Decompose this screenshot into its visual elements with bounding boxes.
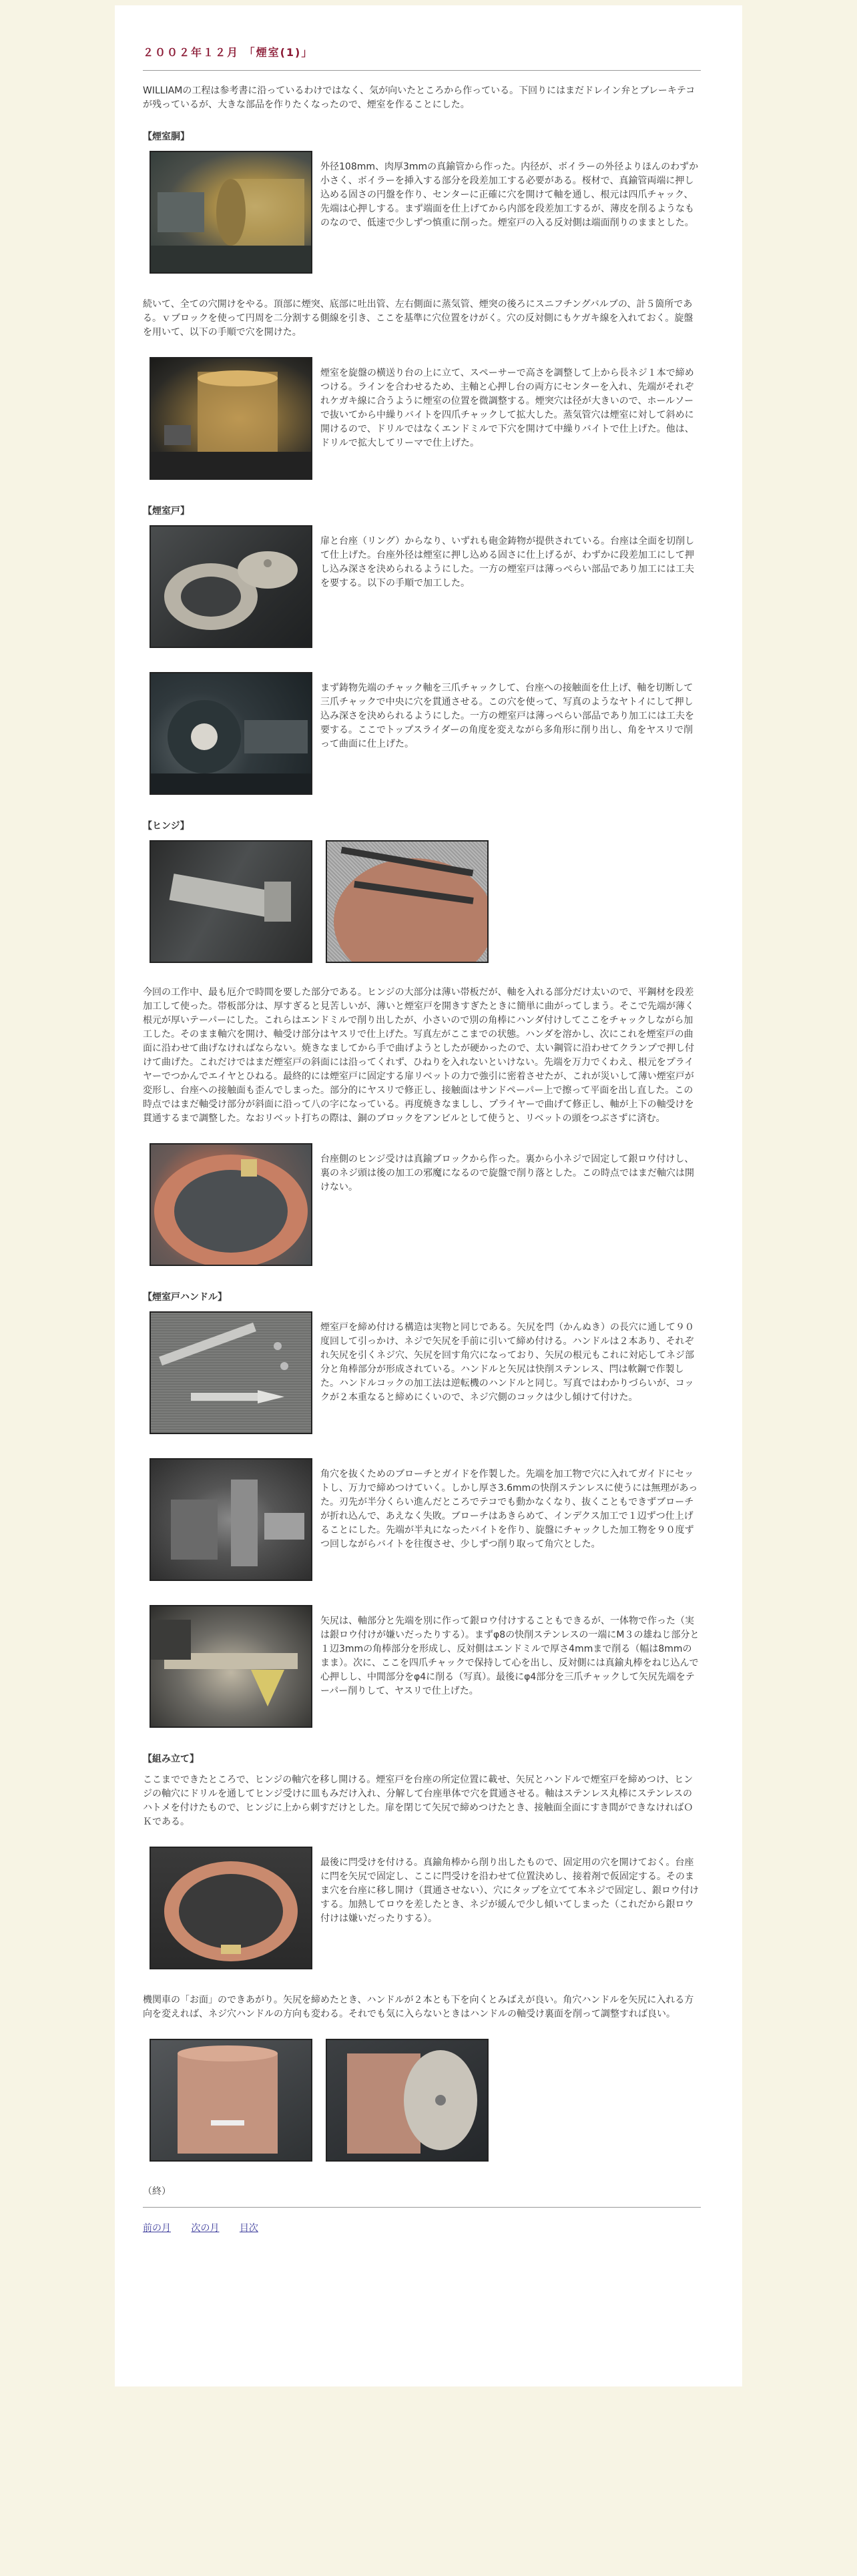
- photo-pair: [150, 840, 701, 963]
- photo-illustration: [151, 2040, 311, 2160]
- photo-row: [150, 672, 701, 795]
- photo-door-castings: [150, 525, 312, 648]
- photo-broach-guide: [150, 1458, 312, 1581]
- photo-caption: 煙室戸を締め付ける構造は実物と同じである。矢尻を閂（かんぬき）の長穴に通して９０度回して引っかけ、ネジで矢尻を手前に引いて締め付ける。ハンドルは２本あり、それぞれ矢尻を引くネジ穴、矢尻を回す角穴になっており、矢尻の根元もこれに対応してネジ部分と角棒部分が形成されている。ハンドルと矢尻は快削ステンレス、閂は軟鋼で作製した。ハンドルコックの加工法は逆転機のハンドルと同じ。写真ではわかりづらいが、コックが２本重なると締めにくいので、ネジ穴側のコックは少し傾けて付けた。: [320, 1322, 694, 1403]
- article-page: [115, 5, 742, 2386]
- photo-caption: 扉と台座（リング）からなり、いずれも砲金鋳物が提供されている。台座は全面を切削して仕上げた。台座外径は煙室に押し込める固さに仕上げるが、わずかに段差加工にして押し込み深さを決められるようにした。一方の煙室戸は薄っぺらい部品であり加工には工夫を要する。以下の手順で加工した。: [320, 536, 695, 589]
- photo-illustration: [151, 1313, 311, 1433]
- photo-finished-closed: [150, 2039, 312, 2162]
- photo-row: [150, 1311, 701, 1434]
- photo-illustration: [151, 1145, 311, 1265]
- section-heading-assembly: 【組み立て】: [143, 1754, 199, 1764]
- photo-caption: まず鋳物先端のチャック軸を三爪チャックして、台座への接触面を仕上げ、軸を切断して三爪チャックで中央に穴を貫通させる。この穴を使って、写真のようなヤトイにして押し込み深さを決められるようにした。一方の煙室戸は薄っぺらい部品であり加工には工夫を要する。ここでトップスライダーの角度を変えながら多角形に削り出し、角をヤスリで削って曲面に仕上げた。: [320, 683, 694, 749]
- photo-caption: 角穴を抜くためのブローチとガイドを作製した。先端を加工物で穴に入れてガイドにセットし、万力で締めつけていく。しかし厚さ3.6mmの快削ステンレスに使うには無理があった。刃先が半分くらい進んだところでテコでも動かなくなり、抜くこともできずブローチが折れ込んで、あえなく失敗。ブローチはあきらめて、インデクス加工で１辺ずつ仕上げることにした。先端が半丸になったバイトを作り、旋盤にチャックした加工物を９０度ずつ回しながらバイトを往復させ、少しずつ削り取って角穴とした。: [320, 1469, 698, 1550]
- page-navigation: [143, 2221, 701, 2234]
- photo-caption: 外径108mm、肉厚3mmの真鍮管から作った。内径が、ボイラーの外径よりほんのわずか小さく、ボイラーを挿入する部分を段差加工する必要がある。桜材で、真鍮管両端に押し込める固さの円盤を作り、センターに正確に穴を開けて軸を通し、根元は四爪チャック、先端は心押しする。まず端面を仕上げてから内部を段差加工するが、薄皮を削るようなものなので、低速で少しずつ慎重に削った。煙室戸の入る反対側は端面削りのままとした。: [320, 162, 699, 228]
- body-paragraph: 続いて、全ての穴開けをやる。頂部に煙突、底部に吐出管、左右側面に蒸気管、煙突の後ろにスニフチングバルブの、計５箇所である。ｖブロックを使って円周を二分割する側線を引き、ここを基準に穴位置をけがく。穴の反対側にもケガキ線を入れておく。旋盤を用いて、以下の手順で穴を開けた。: [143, 299, 693, 338]
- section-heading-hinge: 【ヒンジ】: [143, 821, 190, 832]
- intro-paragraph: WILLIAMの工程は参考書に沿っているわけではなく、気が向いたところから作っている。下回りにはまだドレイン弁とブレーキテコが残っているが、大きな部品を作りたくなったので、煙室を作ることにした。: [143, 85, 695, 110]
- body-paragraph: ここまでできたところで、ヒンジの軸穴を移し開ける。煙室戸を台座の所定位置に載せ、矢尻とハンドルで煙室戸を締めつけ、ヒンジの軸穴にドリルを通してヒンジ受けに皿もみだけ入れ、分解して台座単体で穴を貫通させる。軸はステンレス丸棒にステンレスのハトメを付けたもので、ヒンジに上から刺すだけとした。扉を閉じて矢尻で締めつけたとき、接触面全面にすき間ができなければＯＫである。: [143, 1775, 693, 1827]
- end-mark: （終）: [143, 2186, 171, 2197]
- photo-illustration: [151, 1606, 311, 1726]
- photo-caption: 煙室を旋盤の横送り台の上に立て、スペーサーで高さを調整して上から長ネジ１本で締めつける。ラインを合わせるため、主軸と心押し台の両方にセンターを入れ、先端がそれぞれケガキ線に合うように煙室の位置を微調整する。煙突穴は径が大きいので、ホールソーで抜いてから中繰りバイトを四爪チャックして拡大した。蒸気管穴は煙室に対して斜めに開けるので、ドリルではなくエンドミルで下穴を開けて中繰りバイトで仕上げた。他は、ドリルで拡大してリーマで仕上げた。: [320, 368, 694, 448]
- body-paragraph: 今回の工作中、最も厄介で時間を要した部分である。ヒンジの大部分は薄い帯板だが、軸を入れる部分だけ太いので、平鋼材を段差加工して使った。帯板部分は、厚すぎると見苦しいが、薄いと煙室戸を開きすぎたときに簡単に曲がってしまう。そこで先端が薄く根元が厚いテーパーにした。これらはエンドミルで削り出したが、小さいので別の角棒にハンダ付けしてここをチャックしながら加工した。そのまま軸穴を開け、軸受け部分はヤスリで仕上げた。写真左がここまでの状態。ハンダを溶かし、次にこれを煙室戸の曲面に沿わせて曲げなければならない。焼きなましてから手で曲げようとしたが硬かったので、太い鋼管に沿わせてクランプで押し付けて曲げた。これだけではまだ煙室戸の斜面には沿ってくれず、ひねりを入れないといけない。先端を万力でくわえ、根元をプライヤーでつかんでエイヤとひねる。最終的には煙室戸に固定する扉リベットの力で強引に密着させたが、これが災いして薄い煙室戸が変形し、台座への接触面も歪んでしまった。部分的にヤスリで修正し、接触面はサンドペーパー上で擦って平面を出し直した。この時点ではまだ軸受け部分が斜面に沿って八の字になっている。再度焼きなましし、プライヤーで曲げて修正し、軸が上下の軸受けを貫通するまで調整した。なおリベット打ちの際は、銅のブロックをアンビルとして使うと、リベットの頭をつぶさずに済む。: [143, 987, 695, 1124]
- page-title: ２００２年１２月 「煙室(1)」: [143, 46, 314, 59]
- prev-month-link[interactable]: 前の月: [143, 2223, 171, 2234]
- photo-lathe-brass-tube: [150, 151, 312, 274]
- body-paragraph: 機関車の「お面」のできあがり。矢尻を締めたとき、ハンドルが２本とも下を向くとみばえが良い。角穴ハンドルを矢尻に入れる方向を変えれば、ネジ穴ハンドルの方向も変わる。それでも気に入らないときはハンドルの軸受け裏面を削って調整すれば良い。: [143, 1995, 694, 2019]
- photo-hinge-on-door: [326, 840, 489, 963]
- photo-illustration: [151, 1848, 311, 1968]
- photo-illustration: [327, 2040, 487, 2160]
- photo-caption: 台座側のヒンジ受けは真鍮ブロックから作った。裏から小ネジで固定して銀ロウ付けし、裏のネジ頭は後の加工の邪魔になるので旋盤で削り落とした。この時点ではまだ軸穴は開けない。: [320, 1154, 694, 1193]
- photo-finished-open: [326, 2039, 489, 2162]
- photo-row: [150, 357, 701, 480]
- title-divider: [143, 70, 701, 71]
- photo-row: [150, 151, 701, 274]
- photo-pair: [150, 2039, 701, 2162]
- section-heading-smokebox-door: 【煙室戸】: [143, 506, 190, 517]
- photo-row: [150, 1458, 701, 1581]
- photo-row: [150, 525, 701, 648]
- photo-ring-with-catch: [150, 1847, 312, 1969]
- photo-illustration: [151, 673, 311, 793]
- photo-handle-parts: [150, 1311, 312, 1434]
- photo-row: [150, 1605, 701, 1728]
- photo-caption: 最後に閂受けを付ける。真鍮角棒から削り出したもので、固定用の穴を開けておく。台座に閂を矢尻で固定し、ここに閂受けを沿わせて位置決めし、接着剤で仮固定する。そのまま穴を台座に移し開け（貫通させない）、穴にタップを立てて本ネジで固定し、銀ロウ付けする。加熱してロウを差したとき、ネジが緩んで少し傾いてしまった（これだから銀ロウ付けは嫌いだったりする）。: [320, 1857, 699, 1924]
- photo-row: [150, 1847, 701, 1969]
- photo-illustration: [151, 842, 311, 962]
- footer-divider: [143, 2207, 701, 2208]
- photo-hinge-parts: [150, 840, 312, 963]
- next-month-link[interactable]: 次の月: [191, 2223, 220, 2234]
- section-heading-door-handle: 【煙室戸ハンドル】: [143, 1292, 227, 1303]
- photo-smokebox-drilling: [150, 357, 312, 480]
- table-of-contents-link[interactable]: 目次: [239, 2223, 258, 2234]
- photo-illustration: [151, 527, 311, 647]
- photo-illustration: [151, 358, 311, 478]
- photo-bolt-turning: [150, 1605, 312, 1728]
- photo-hinge-receiver: [150, 1143, 312, 1266]
- photo-row: [150, 1143, 701, 1266]
- photo-caption: 矢尻は、軸部分と先端を別に作って銀ロウ付けすることもできるが、一体物で作った（実は銀ロウ付けが嫌いだったりする）。まずφ8の快削ステンレスの一端にM３の雄ねじ部分と１辺3mmの角棒部分を形成し、反対側はエンドミルで厚さ4mmまで削る（幅は8mmのまま）。次に、ここを四爪チャックで保持して心を出し、反対側には真鍮丸棒をねじ込んで心押しし、中間部分をφ4に削る（写真）。最後にφ4部分を三爪チャックして矢尻先端をテーパー削りして、ヤスリで仕上げた。: [320, 1616, 699, 1696]
- photo-illustration: [151, 152, 311, 272]
- section-heading-smokebox-body: 【煙室胴】: [143, 131, 190, 142]
- photo-illustration: [151, 1460, 311, 1580]
- photo-door-chuck: [150, 672, 312, 795]
- photo-illustration: [327, 842, 487, 962]
